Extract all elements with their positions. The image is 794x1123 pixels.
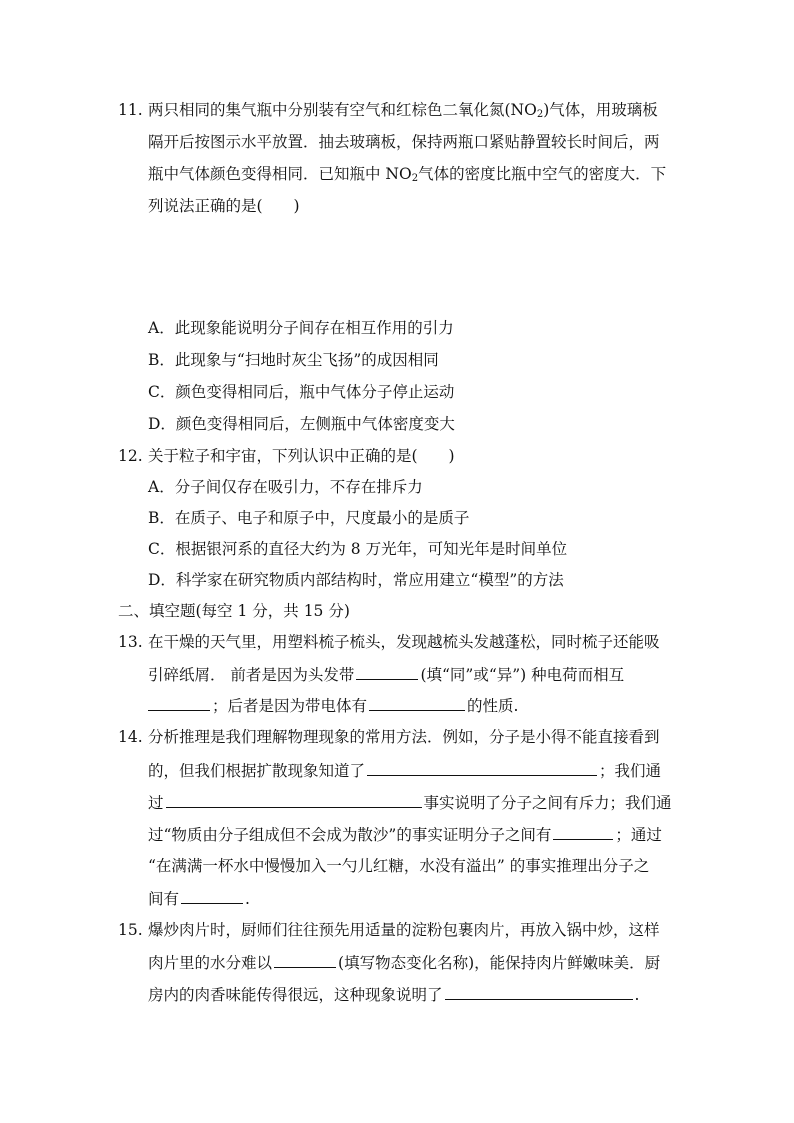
q12-option-b: B．在质子、电子和原子中，尺度最小的是质子 — [148, 509, 470, 527]
q14-blank-4[interactable] — [181, 888, 243, 904]
q13-line-1: 13. 在干燥的天气里，用塑料梳子梳头，发现越梳头发越蓬松，同时梳子还能吸 — [118, 633, 660, 651]
q14-blank-3[interactable] — [553, 824, 613, 840]
q11-line-4: 列说法正确的是( ) — [148, 197, 300, 215]
q12-option-d: D．科学家在研究物质内部结构时，常应用建立“模型”的方法 — [148, 571, 564, 589]
section-heading: 二、填空题(每空 1 分，共 15 分) — [118, 602, 350, 620]
q11-option-c: C．颜色变得相同后，瓶中气体分子停止运动 — [148, 383, 455, 401]
q12-option-c: C．根据银河系的直径大约为 8 万光年，可知光年是时间单位 — [148, 540, 568, 558]
q12-stem: 12. 关于粒子和宇宙，下列认识中正确的是( ) — [118, 447, 455, 465]
q13-blank-3[interactable] — [369, 695, 465, 711]
q12-number: 12. — [118, 447, 143, 465]
q11-number: 11. — [118, 101, 143, 119]
q14-line-2: 的，但我们根据扩散现象知道了 ；我们通 — [148, 762, 662, 780]
q15-number: 15. — [118, 921, 143, 939]
q15-line-1: 15. 爆炒肉片时，厨师们往往预先用适量的淀粉包裹肉片，再放入锅中炒，这样 — [118, 921, 660, 939]
q15-line-2: 肉片里的水分难以 (填写物态变化名称)，能保持肉片鲜嫩味美．厨 — [148, 954, 661, 972]
q14-line-5: “在满满一杯水中慢慢加入一勺儿红糖，水没有溢出” 的事实推理出分子之 — [148, 857, 650, 875]
q13-number: 13. — [118, 633, 143, 651]
q11-option-a: A．此现象能说明分子间存在相互作用的引力 — [148, 319, 454, 337]
q11-option-b: B．此现象与“扫地时灰尘飞扬”的成因相同 — [148, 351, 439, 369]
q15-blank-1[interactable] — [274, 952, 336, 968]
q15-line-3: 房内的肉香味能传得很远，这种现象说明了 . — [148, 986, 640, 1004]
q11-line-2: 隔开后按图示水平放置．抽去玻璃板，保持两瓶口紧贴静置较长时间后，两 — [148, 133, 660, 151]
q14-line-1: 14. 分析推理是我们理解物理现象的常用方法．例如，分子是小得不能直接看到 — [118, 728, 660, 746]
q14-blank-1[interactable] — [367, 760, 597, 776]
q11-line-3: 瓶中气体颜色变得相同．已知瓶中 $NO_2$气体的密度比瓶中空气的密度大．下 — [148, 165, 667, 184]
q12-option-a: A．分子间仅存在吸引力，不存在排斥力 — [148, 478, 423, 496]
q11-line-1: 11. 两只相同的集气瓶中分别装有空气和红棕色二氧化氮$(NO_2)$气体，用玻璃板 — [118, 101, 658, 120]
q13-blank-2[interactable] — [148, 695, 210, 711]
q13-blank-1[interactable] — [356, 664, 418, 680]
q14-line-6: 间有 . — [148, 890, 250, 908]
q13-line-3: ；后者是因为带电体有 的性质. — [148, 695, 518, 716]
q15-blank-2[interactable] — [445, 984, 633, 1000]
q14-blank-2[interactable] — [166, 792, 422, 808]
q11-option-d: D．颜色变得相同后，左侧瓶中气体密度变大 — [148, 415, 455, 433]
q14-line-3: 过 事实说明了分子之间有斥力；我们通 — [148, 794, 672, 812]
q14-line-4: 过“物质由分子组成但不会成为散沙”的事实证明分子之间有 ；通过 — [148, 826, 662, 844]
q13-line-2: 引碎纸屑． 前者是因为头发带 (填“同”或“异”) 种电荷而相互 — [148, 666, 625, 684]
q14-number: 14. — [118, 728, 143, 746]
